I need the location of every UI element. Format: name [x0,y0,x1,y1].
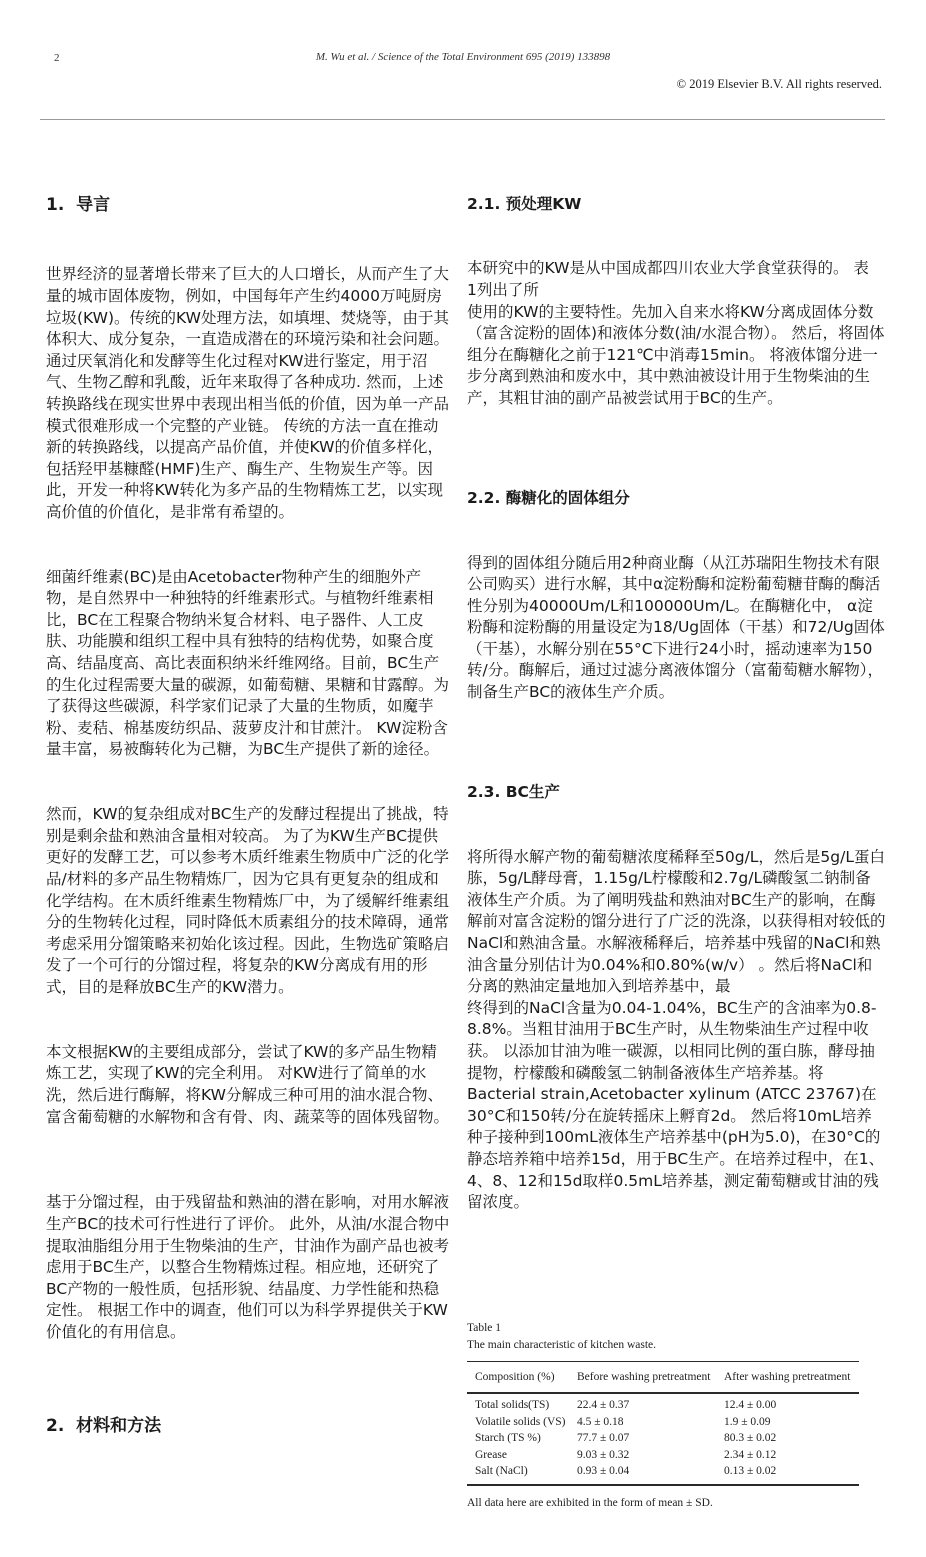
intro-paragraph-1: 世界经济的显著增长带来了巨大的人口增长，从而产生了大量的城市固体废物，例如，中国每年产生约4000万吨厨房垃圾(KW)。传统的KW处理方法，如填埋、焚烧等，由于其体积大、成分复杂，一直造成潜在的环境污染和社会问题。 通过厌氧消化和发酵等生化过程对KW进行鉴定，用于沼气、生物乙醇和乳酸，近年来取得了各种成功. 然而，上述转换路线在现实世界中表现出相当低的价值，因为单一产品模式很难形成一个完整的产业链。 传统的方法一直在推动新的转换路线，以提高产品价值，并使KW的价值多样化，包括羟甲基糠醛(HMF)生产、酶生产、生物炭生产等。因此，开发一种将KW转化为多产品的生物精炼工艺，以实现高价值的价值化，是非常有希望的。 [46,265,454,521]
cell-after: 0.13 ± 0.02 [724,1465,777,1478]
right-column [467,150,886,1557]
cell-after: 12.4 ± 0.00 [724,1399,777,1412]
table-1-footnote: All data here are exhibited in the form of mean ± SD. [467,1496,713,1509]
section-2-2-heading: 2.2. 酶糖化的固体组分 [467,489,630,508]
cell-before: 0.93 ± 0.04 [577,1465,630,1478]
section-2-heading: 2. 材料和方法 [46,1415,162,1436]
table-1-grid [467,1361,859,1486]
cell-before: 22.4 ± 0.37 [577,1399,630,1412]
table-row [467,1431,859,1448]
col-header-after: After washing pretreatment [716,1361,859,1393]
table-row [467,1393,859,1414]
cell-before: 77.7 ± 0.07 [577,1432,630,1445]
table-1-label: Table 1 [467,1321,502,1334]
section-1-heading: 1. 导言 [46,195,111,216]
section-2-2-body: 得到的固体组分随后用2种商业酶（从江苏瑞阳生物技术有限公司购买）进行水解，其中α淀粉酶和淀粉葡萄糖苷酶的酶活性分别为40000Um/L和100000Um/L。在酶糖化中， α淀粉酶和淀粉酶的用量设定为18/Ug固体（干基）和72/Ug固体（干基），水解分别在55°C下进行24小时，摇动速率为150转/分。酶解后，通过过滤分离液体馏分（富葡萄糖水解物），制备生产BC的液体生产介质。 [467,553,885,702]
cell-after: 2.34 ± 0.12 [724,1448,777,1461]
table-row [467,1414,859,1431]
section-2-1-body: 本研究中的KW是从中国成都四川农业大学食堂获得的。 表 1列出了所 使用的KW的主要特性。先加入自来水将KW分离成固体分数（富含淀粉的固体)和液体分数(油/水混合物）。 然后，将固体组分在酶糖化之前于121℃中消毒15min。 将液体馏分进一步分离到熟油和废水中，其中熟油被设计用于生物柴油的生产，其粗甘油的副产品被尝试用于BC的生产。 [467,259,885,407]
row-label: Grease [475,1448,507,1461]
cell-after: 80.3 ± 0.02 [724,1432,777,1445]
table-1 [467,1321,886,1515]
section-2-3-heading: 2.3. BC生产 [467,783,560,802]
row-label: Salt (NaCl) [475,1465,528,1478]
table-1-caption: The main characteristic of kitchen waste. [467,1338,657,1351]
copyright-line: © 2019 Elsevier B.V. All rights reserved. [676,77,882,91]
col-header-composition: Composition (%) [467,1361,569,1393]
header-divider [40,119,885,120]
section-2-1-heading: 2.1. 预处理KW [467,195,582,214]
intro-paragraph-2: 细菌纤维素(BC)是由Acetobacter物种产生的细胞外产物，是自然界中一种独特的纤维素形式。与植物纤维素相比，BC在工程聚合物纳米复合材料、电子器件、人工皮肤、功能膜和组织工程中具有独特的结构优势，如聚合度高、结晶度高、高比表面积纳米纤维网络。目前，BC生产的生化过程需要大量的碳源，如葡萄糖、果糖和甘露醇。为了获得这些碳源，科学家们记录了大量的生物质，如魔芋粉、麦秸、棉基废纺织品、菠萝皮汁和甘蔗汁。 KW淀粉含量丰富，易被酶转化为己糖，为BC生产提供了新的途径。 [46,567,450,759]
cell-before: 4.5 ± 0.18 [577,1415,624,1428]
intro-paragraph-5: 基于分馏过程，由于残留盐和熟油的潜在影响，对用水解液生产BC的技术可行性进行了评价。 此外，从油/水混合物中提取油脂组分用于生物柴油的生产，甘油作为副产品也被考虑用于BC生产，以整合生物精炼过程。相应地，还研究了BC产物的一般性质，包括形貌、结晶度、力学性能和热稳定性。 根据工作中的调查，他们可以为科学界提供关于KW价值化的有用信息。 [46,1193,450,1341]
left-column [46,150,454,1485]
row-label: Starch (TS %) [475,1432,541,1445]
table-header-row [467,1361,859,1393]
running-head: M. Wu et al. / Science of the Total Environment 695 (2019) 133898 [315,51,611,63]
table-row [467,1464,859,1485]
intro-paragraph-4: 本文根据KW的主要组成部分，尝试了KW的多产品生物精炼工艺，实现了KW的完全利用。 对KW进行了简单的水洗，然后进行酶解，将KW分解成三种可用的油水混合物、富含葡萄糖的水解物和含有骨、肉、蔬菜等的固体残留物。 [46,1042,450,1126]
row-label: Volatile solids (VS) [475,1415,566,1428]
row-label: Total solids(TS) [475,1399,550,1412]
cell-before: 9.03 ± 0.32 [577,1448,630,1461]
page-number: 2 [54,52,60,64]
table-row [467,1447,859,1464]
intro-paragraph-3: 然而，KW的复杂组成对BC生产的发酵过程提出了挑战，特别是剩余盐和熟油含量相对较高。 为了为KW生产BC提供更好的发酵工艺，可以参考木质纤维素生物质中广泛的化学品/材料的多产品生物精炼厂，因为它具有更复杂的组成和化学结构。在木质纤维素生物精炼厂中，为了缓解纤维素组分的生物转化过程，同时降低木质素组分的技术障碍，通常考虑采用分馏策略来初始化该过程。因此，生物选矿策略启发了一个可行的分馏过程，将复杂的KW分离成有用的形式，目的是释放BC生产的KW潜力。 [46,805,450,996]
col-header-before: Before washing pretreatment [569,1361,716,1393]
section-2-3-body: 将所得水解产物的葡萄糖浓度稀释至50g/L，然后是5g/L蛋白胨，5g/L酵母膏，1.15g/L柠檬酸和2.7g/L磷酸氢二钠制备液体生产介质。为了阐明残盐和熟油对BC生产的影响，在酶解前对富含淀粉的馏分进行了广泛的洗涤，以获得相对较低的NaCl和熟油含量。水解液稀释后，培养基中残留的NaCl和熟油含量分别估计为0.04%和0.80%(w/v） 。然后将NaCl和分离的熟油定量地加入到培养基中，最 终得到的NaCl含量为0.04-1.04%，BC生产的含油率为0.8-8.8%。当粗甘油用于BC生产时，从生物柴油生产过程中收获。 以添加甘油为唯一碳源，以相同比例的蛋白胨，酵母抽提物，柠檬酸和磷酸氢二钠制备液体生产培养基。将Bacterial strain,Acetobacter xylinum (ATCC 23767)在30°C和150转/分在旋转摇床上孵育2d。 然后将10mL培养种子接种到100mL液体生产培养基中(pH为5.0)，在30°C的静态培养箱中培养15d，用于BC生产。在培养过程中，在1、4、8、12和15d取样0.5mL培养基，测定葡萄糖或甘油的残留浓度。 [467,847,886,1212]
cell-after: 1.9 ± 0.09 [724,1415,771,1428]
